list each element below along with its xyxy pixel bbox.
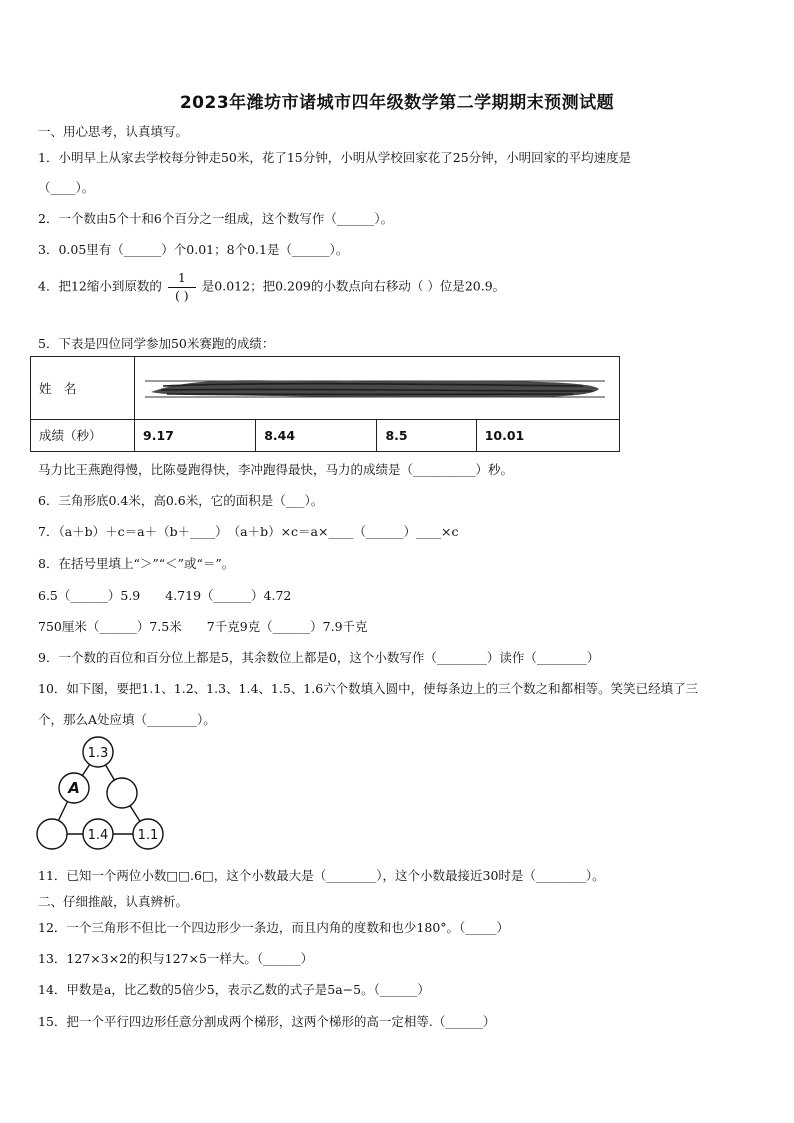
question-1-line-1: 1．小明早上从家去学校每分钟走50米，花了15分钟，小明从学校回家花了25分钟，小明回家的平均速度是: [38, 150, 632, 165]
race-results-table: [30, 356, 620, 452]
question-12: 12．一个三角形不但比一个四边形少一条边，而且内角的度数和也少180°。（_____）: [38, 920, 510, 935]
question-5: 5．下表是四位同学参加50米赛跑的成绩：: [38, 336, 275, 351]
score-cell: 8.5: [377, 419, 476, 451]
question-10-line-2: 个，那么A处应填（________）。: [38, 712, 216, 727]
section-1-heading: 一、用心思考，认真填写。: [38, 124, 189, 139]
question-4-part-2: 是0.012；把0.209的小数点向右移动（ ）位是20.9。: [201, 278, 506, 294]
question-6: 6．三角形底0.4米，高0.6米，它的面积是（___）。: [38, 493, 324, 508]
question-9: 9．一个数的百位和百分位上都是5，其余数位上都是0，这个小数写作（________）读作（________）: [38, 650, 600, 665]
question-2: 2．一个数由5个十和6个百分之一组成，这个数写作（______）。: [38, 211, 394, 226]
question-4-part-1: 4．把12缩小到原数的: [38, 278, 162, 294]
table-row-names: [31, 357, 620, 420]
circle-right-mid: [107, 778, 137, 808]
fraction-denominator: ( ): [174, 287, 189, 303]
question-8-row-1: 6.5（______）5.9 4.719（______）4.72: [38, 588, 292, 603]
question-5-statement: 马力比王燕跑得慢，比陈曼跑得快，李冲跑得最快，马力的成绩是（__________）秒。: [38, 462, 514, 477]
name-header-cell: 姓 名: [31, 357, 135, 420]
fraction: [168, 272, 196, 302]
question-10-line-1: 10．如下图，要把1.1、1.2、1.3、1.4、1.5、1.6六个数填入圆中，使每条边上的三个数之和都相等。笑笑已经填了三: [38, 681, 699, 696]
question-4: [38, 272, 505, 302]
question-11: 11．已知一个两位小数□□.6□，这个小数最大是（________），这个小数最接近30时是（________）。: [38, 868, 605, 883]
redacted-names-cell: [135, 357, 620, 420]
label-A: A: [68, 779, 80, 797]
question-1-line-2: （____）。: [38, 180, 95, 195]
question-7: 7．（a＋b）＋c＝a＋（b＋____） （a＋b）×c＝a×____（______）____×c: [38, 524, 459, 539]
fraction-numerator: 1: [168, 272, 196, 288]
question-14: 14．甲数是a，比乙数的5倍少5，表示乙数的式子是5a−5。（______）: [38, 982, 430, 997]
number-triangle-diagram: [36, 734, 166, 858]
label-bottom-right: 1.1: [137, 828, 159, 843]
table-row-scores: [31, 419, 620, 451]
question-13: 13．127×3×2的积与127×5一样大。（______）: [38, 951, 314, 966]
circle-bottom-left: [37, 819, 67, 849]
question-15: 15．把一个平行四边形任意分割成两个梯形，这两个梯形的高一定相等.（______）: [38, 1014, 496, 1029]
score-cell: 9.17: [135, 419, 256, 451]
question-3: 3．0.05里有（______）个0.01；8个0.1是（______）。: [38, 242, 349, 257]
score-cell: 8.44: [256, 419, 377, 451]
score-header-cell: 成绩（秒）: [31, 419, 135, 451]
page-title: 2023年潍坊市诸城市四年级数学第二学期期末预测试题: [179, 93, 615, 113]
redacted-scribble-image: [143, 370, 611, 406]
question-8: 8．在括号里填上“＞”“＜”或“＝”。: [38, 556, 235, 571]
score-cell: 10.01: [476, 419, 619, 451]
label-bottom-mid: 1.4: [87, 828, 109, 843]
section-2-heading: 二、仔细推敲，认真辨析。: [38, 894, 189, 909]
question-8-row-2: 750厘米（______）7.5米 7千克9克（______）7.9千克: [38, 619, 368, 634]
label-top: 1.3: [87, 746, 109, 761]
